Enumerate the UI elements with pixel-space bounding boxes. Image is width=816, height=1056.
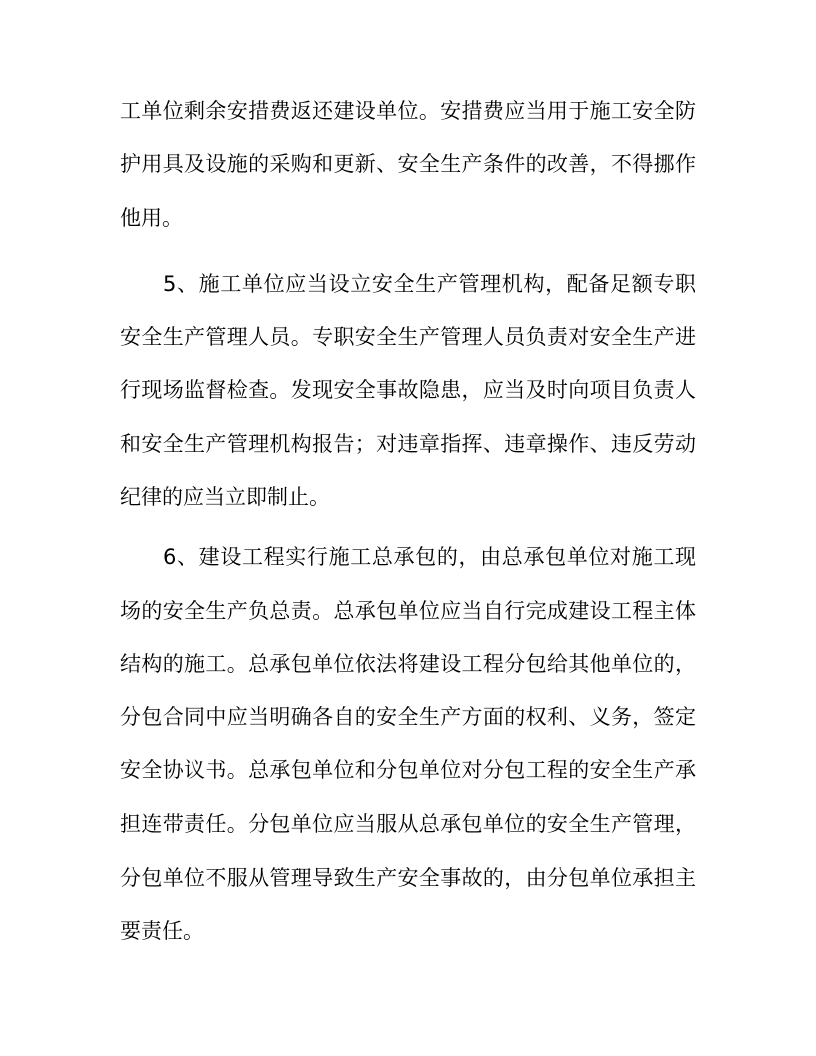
- text-line: 行现场监督检查。发现安全事故隐患，应当及时向项目负责人: [120, 378, 696, 402]
- text-line: 分包单位不服从管理导致生产安全事故的，由分包单位承担主: [120, 866, 696, 890]
- text-line: 工单位剩余安措费返还建设单位。安措费应当用于施工安全防: [120, 99, 696, 123]
- text-line: 他用。: [120, 206, 183, 230]
- text-line: 和安全生产管理机构报告；对违章指挥、违章操作、违反劳动: [120, 432, 696, 456]
- text-line: 结构的施工。总承包单位依法将建设工程分包给其他单位的，: [120, 652, 696, 676]
- text-line: 护用具及设施的采购和更新、安全生产条件的改善，不得挪作: [120, 152, 696, 176]
- text-line: 场的安全生产负总责。总承包单位应当自行完成建设工程主体: [120, 599, 696, 623]
- text-line: 纪律的应当立即制止。: [120, 485, 330, 509]
- text-line: 担连带责任。分包单位应当服从总承包单位的安全生产管理，: [120, 812, 696, 836]
- text-line: 安全生产管理人员。专职安全生产管理人员负责对安全生产进: [120, 325, 696, 349]
- text-line: 要责任。: [120, 919, 204, 943]
- text-line: 分包合同中应当明确各自的安全生产方面的权利、义务，签定: [120, 705, 696, 729]
- text-line: 安全协议书。总承包单位和分包单位对分包工程的安全生产承: [120, 758, 696, 782]
- text-line: 5、施工单位应当设立安全生产管理机构，配备足额专职: [163, 272, 696, 296]
- text-line: 6、建设工程实行施工总承包的，由总承包单位对施工现: [163, 545, 696, 569]
